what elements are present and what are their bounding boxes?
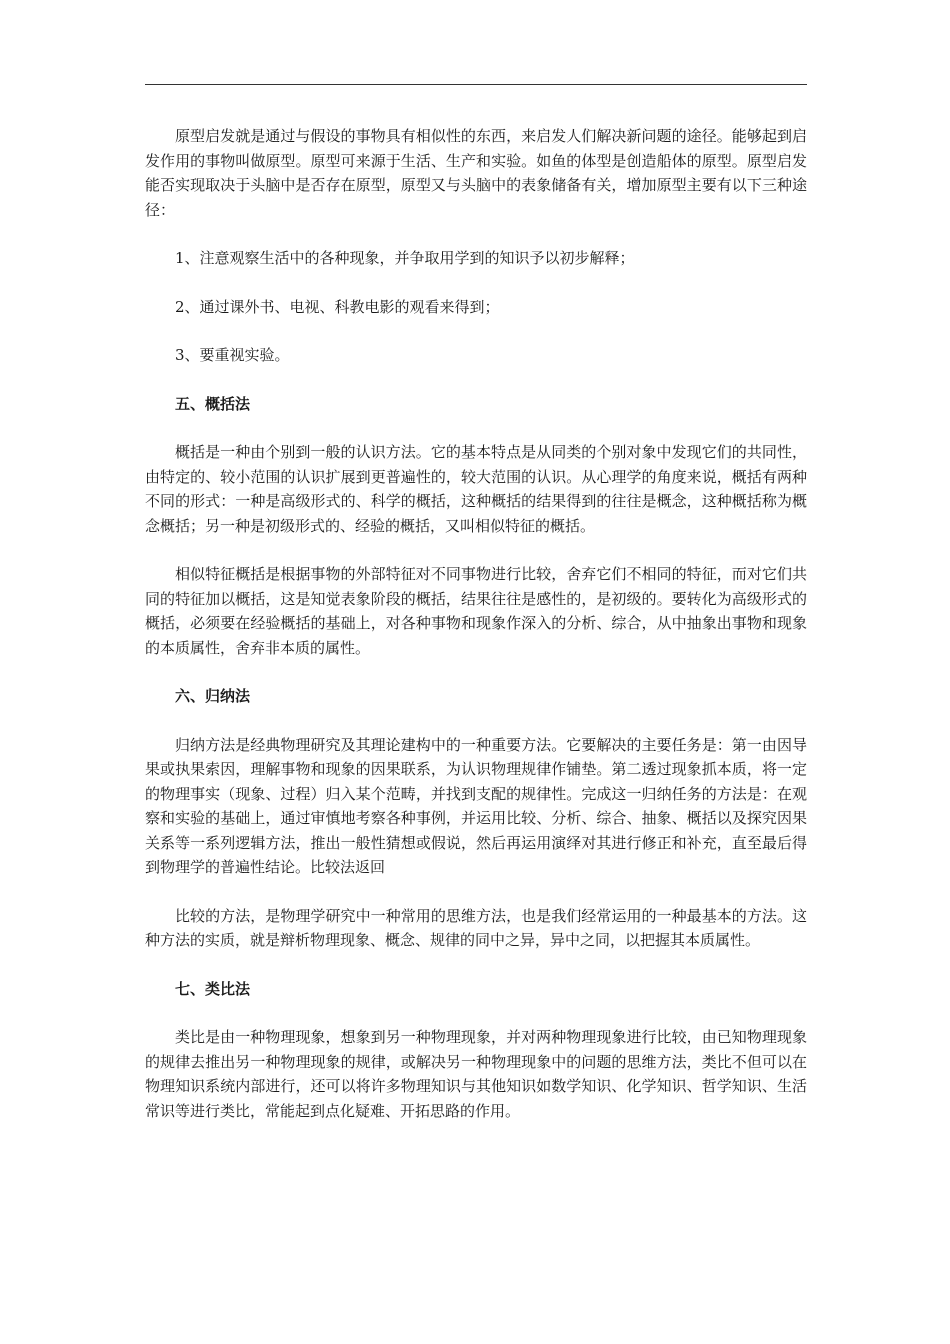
header-rule [145, 84, 807, 85]
body-paragraph: 类比是由一种物理现象，想象到另一种物理现象，并对两种物理现象进行比较，由已知物理现象的规律去推出另一种物理现象的规律，或解决另一种物理现象中的问题的思维方法，类比不但可以在物理知识系统内部进行，还可以将许多物理知识与其他知识如数学知识、化学知识、哲学知识、生活常识等进行类比，常能起到点化疑难、开拓思路的作用。 [145, 1028, 807, 1120]
list-item: 1、注意观察生活中的各种现象，并争取用学到的知识予以初步解释； [175, 249, 635, 267]
section-heading: 五、概括法 [175, 394, 251, 413]
body-paragraph: 相似特征概括是根据事物的外部特征对不同事物进行比较，舍弃它们不相同的特征，而对它们共同的特征加以概括，这是知觉表象阶段的概括，结果往往是感性的，是初级的。要转化为高级形式的概括，必须要在经验概括的基础上，对各种事物和现象作深入的分析、综合，从中抽象出事物和现象的本质属性，舍弃非本质的属性。 [145, 565, 807, 657]
list-item: 3、要重视实验。 [175, 346, 290, 364]
section-heading: 七、类比法 [175, 979, 251, 998]
body-paragraph: 概括是一种由个别到一般的认识方法。它的基本特点是从同类的个别对象中发现它们的共同性，由特定的、较小范围的认识扩展到更普遍性的，较大范围的认识。从心理学的角度来说，概括有两种不同的形式：一种是高级形式的、科学的概括，这种概括的结果得到的往往是概念，这种概括称为概念概括；另一种是初级形式的、经验的概括，又叫相似特征的概括。 [145, 443, 807, 535]
body-paragraph: 归纳方法是经典物理研究及其理论建构中的一种重要方法。它要解决的主要任务是：第一由因导果或执果索因，理解事物和现象的因果联系，为认识物理规律作铺垫。第二透过现象抓本质，将一定的物理事实（现象、过程）归入某个范畴，并找到支配的规律性。完成这一归纳任务的方法是：在观察和实验的基础上，通过审慎地考察各种事例，并运用比较、分析、综合、抽象、概括以及探究因果关系等一系列逻辑方法，推出一般性猜想或假说，然后再运用演绎对其进行修正和补充，直至最后得到物理学的普遍性结论。比较法返回 [145, 735, 807, 876]
intro-paragraph: 原型启发就是通过与假设的事物具有相似性的东西，来启发人们解决新问题的途径。能够起到启发作用的事物叫做原型。原型可来源于生活、生产和实验。如鱼的体型是创造船体的原型。原型启发能否实现取决于头脑中是否存在原型，原型又与头脑中的表象储备有关，增加原型主要有以下三种途径： [145, 127, 807, 219]
section-heading: 六、归纳法 [175, 687, 251, 705]
document-body [145, 124, 807, 1123]
list-item: 2、通过课外书、电视、科教电影的观看来得到； [175, 297, 500, 316]
body-paragraph: 比较的方法，是物理学研究中一种常用的思维方法，也是我们经常运用的一种最基本的方法。这种方法的实质，就是辩析物理现象、概念、规律的同中之异，异中之同，以把握其本质属性。 [145, 906, 807, 949]
